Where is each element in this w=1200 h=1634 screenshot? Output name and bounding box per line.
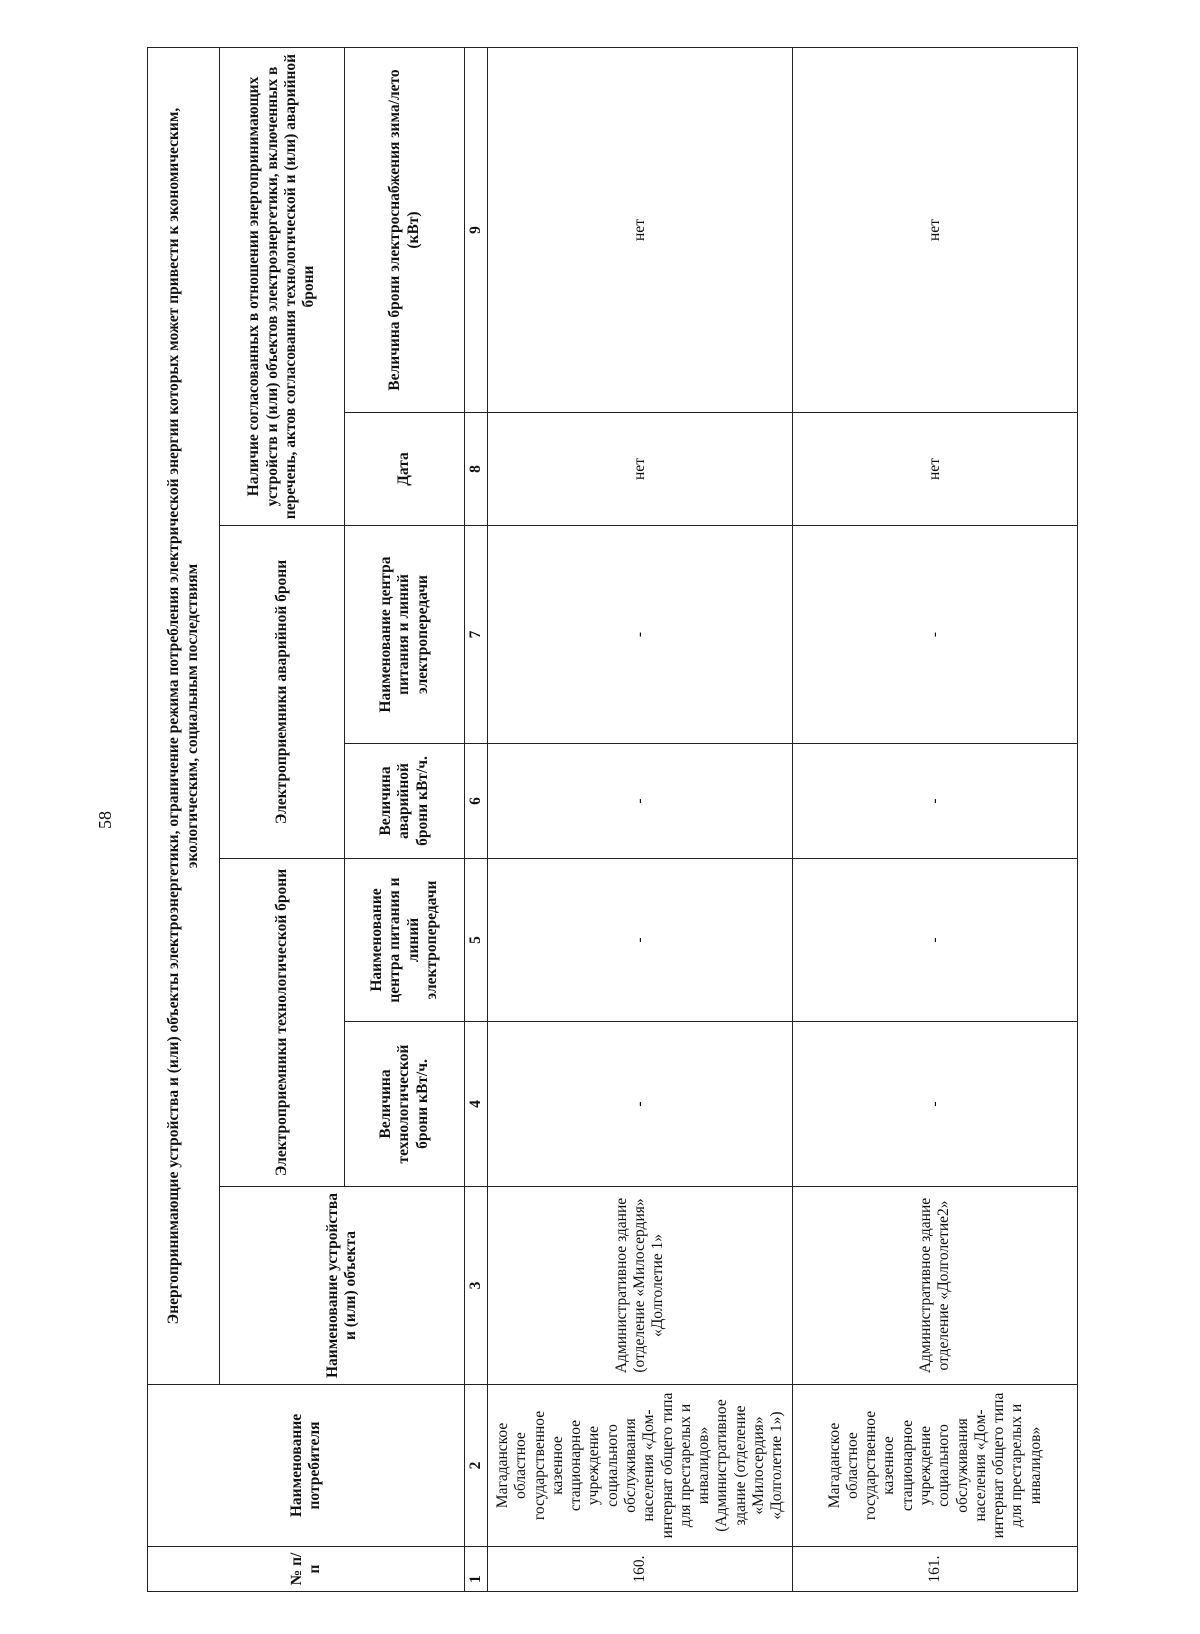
header-group-emerg: Электроприемники аварийной брони xyxy=(220,526,345,859)
row-tech-value: - xyxy=(488,1022,793,1187)
row-emerg-value: - xyxy=(793,744,1078,859)
header-consumer: Наименование потребителя xyxy=(148,1385,465,1547)
rotated-sheet xyxy=(147,48,1072,1592)
header-row-groups xyxy=(220,48,345,1592)
column-number: 2 xyxy=(465,1385,488,1547)
row-acts-date: нет xyxy=(793,413,1078,526)
row-acts-value: нет xyxy=(488,48,793,413)
column-number: 6 xyxy=(465,744,488,859)
row-tech-value: - xyxy=(793,1022,1078,1187)
page-number: 58 xyxy=(95,811,115,829)
header-tech-center: Наименование центра питания и линий электропередачи xyxy=(345,859,465,1022)
row-tech-center: - xyxy=(488,859,793,1022)
row-emerg-value: - xyxy=(488,744,793,859)
row-consumer: Магаданское областное государственное казенное стационарное учреждение социального обслуживания населения «Дом-интернат общего типа для престарелых и инвалидов» (Административное здание (отделение «Милосердия» «Долголетие 1») xyxy=(488,1385,793,1547)
header-num: № п/п xyxy=(148,1547,465,1592)
header-emerg-center: Наименование центра питания и линий электропередачи xyxy=(345,526,465,744)
table-row xyxy=(793,48,1078,1592)
document-area xyxy=(147,48,1072,1592)
column-number-row xyxy=(465,48,488,1592)
column-number: 9 xyxy=(465,48,488,413)
energy-consumers-table xyxy=(147,47,1078,1592)
header-acts-value: Величина брони электроснабжения зима/лето (кВт) xyxy=(345,48,465,413)
row-emerg-center: - xyxy=(793,526,1078,744)
row-acts-date: нет xyxy=(488,413,793,526)
row-consumer: Магаданское областное государственное казенное стационарное учреждение социального обслуживания населения «Дом-интернат общего типа для престарелых и инвалидов» xyxy=(793,1385,1078,1547)
column-number: 8 xyxy=(465,413,488,526)
row-object: Административное здание (отделение «Милосердия» «Долголетие 1» xyxy=(488,1187,793,1385)
header-acts-date: Дата xyxy=(345,413,465,526)
column-number: 1 xyxy=(465,1547,488,1592)
header-emerg-value: Величина аварийной брони кВт/ч. xyxy=(345,744,465,859)
header-group-acts: Наличие согласованных в отношении энергопринимающих устройств и (или) объектов электроэнергетики, включенных в перечень, актов согласования технологической и (или) аварийной брони xyxy=(220,48,345,526)
column-number: 7 xyxy=(465,526,488,744)
row-emerg-center: - xyxy=(488,526,793,744)
header-object: Наименование устройства и (или) объекта xyxy=(220,1187,465,1385)
header-row-title xyxy=(148,48,220,1592)
row-num: 161. xyxy=(793,1547,1078,1592)
column-number: 4 xyxy=(465,1022,488,1187)
header-group-tech: Электроприемники технологической брони xyxy=(220,859,345,1187)
row-object: Административное здание отделение «Долголетие2» xyxy=(793,1187,1078,1385)
row-tech-center: - xyxy=(793,859,1078,1022)
column-number: 5 xyxy=(465,859,488,1022)
header-tech-value: Величина технологической брони кВт/ч. xyxy=(345,1022,465,1187)
row-num: 160. xyxy=(488,1547,793,1592)
table-row xyxy=(488,48,793,1592)
header-group-title: Энергопринимающие устройства и (или) объекты электроэнергетики, ограничение режима потребления электрической энергии которых может привести к экономическим, экологическим, социальным последствиям xyxy=(148,48,220,1385)
row-acts-value: нет xyxy=(793,48,1078,413)
column-number: 3 xyxy=(465,1187,488,1385)
